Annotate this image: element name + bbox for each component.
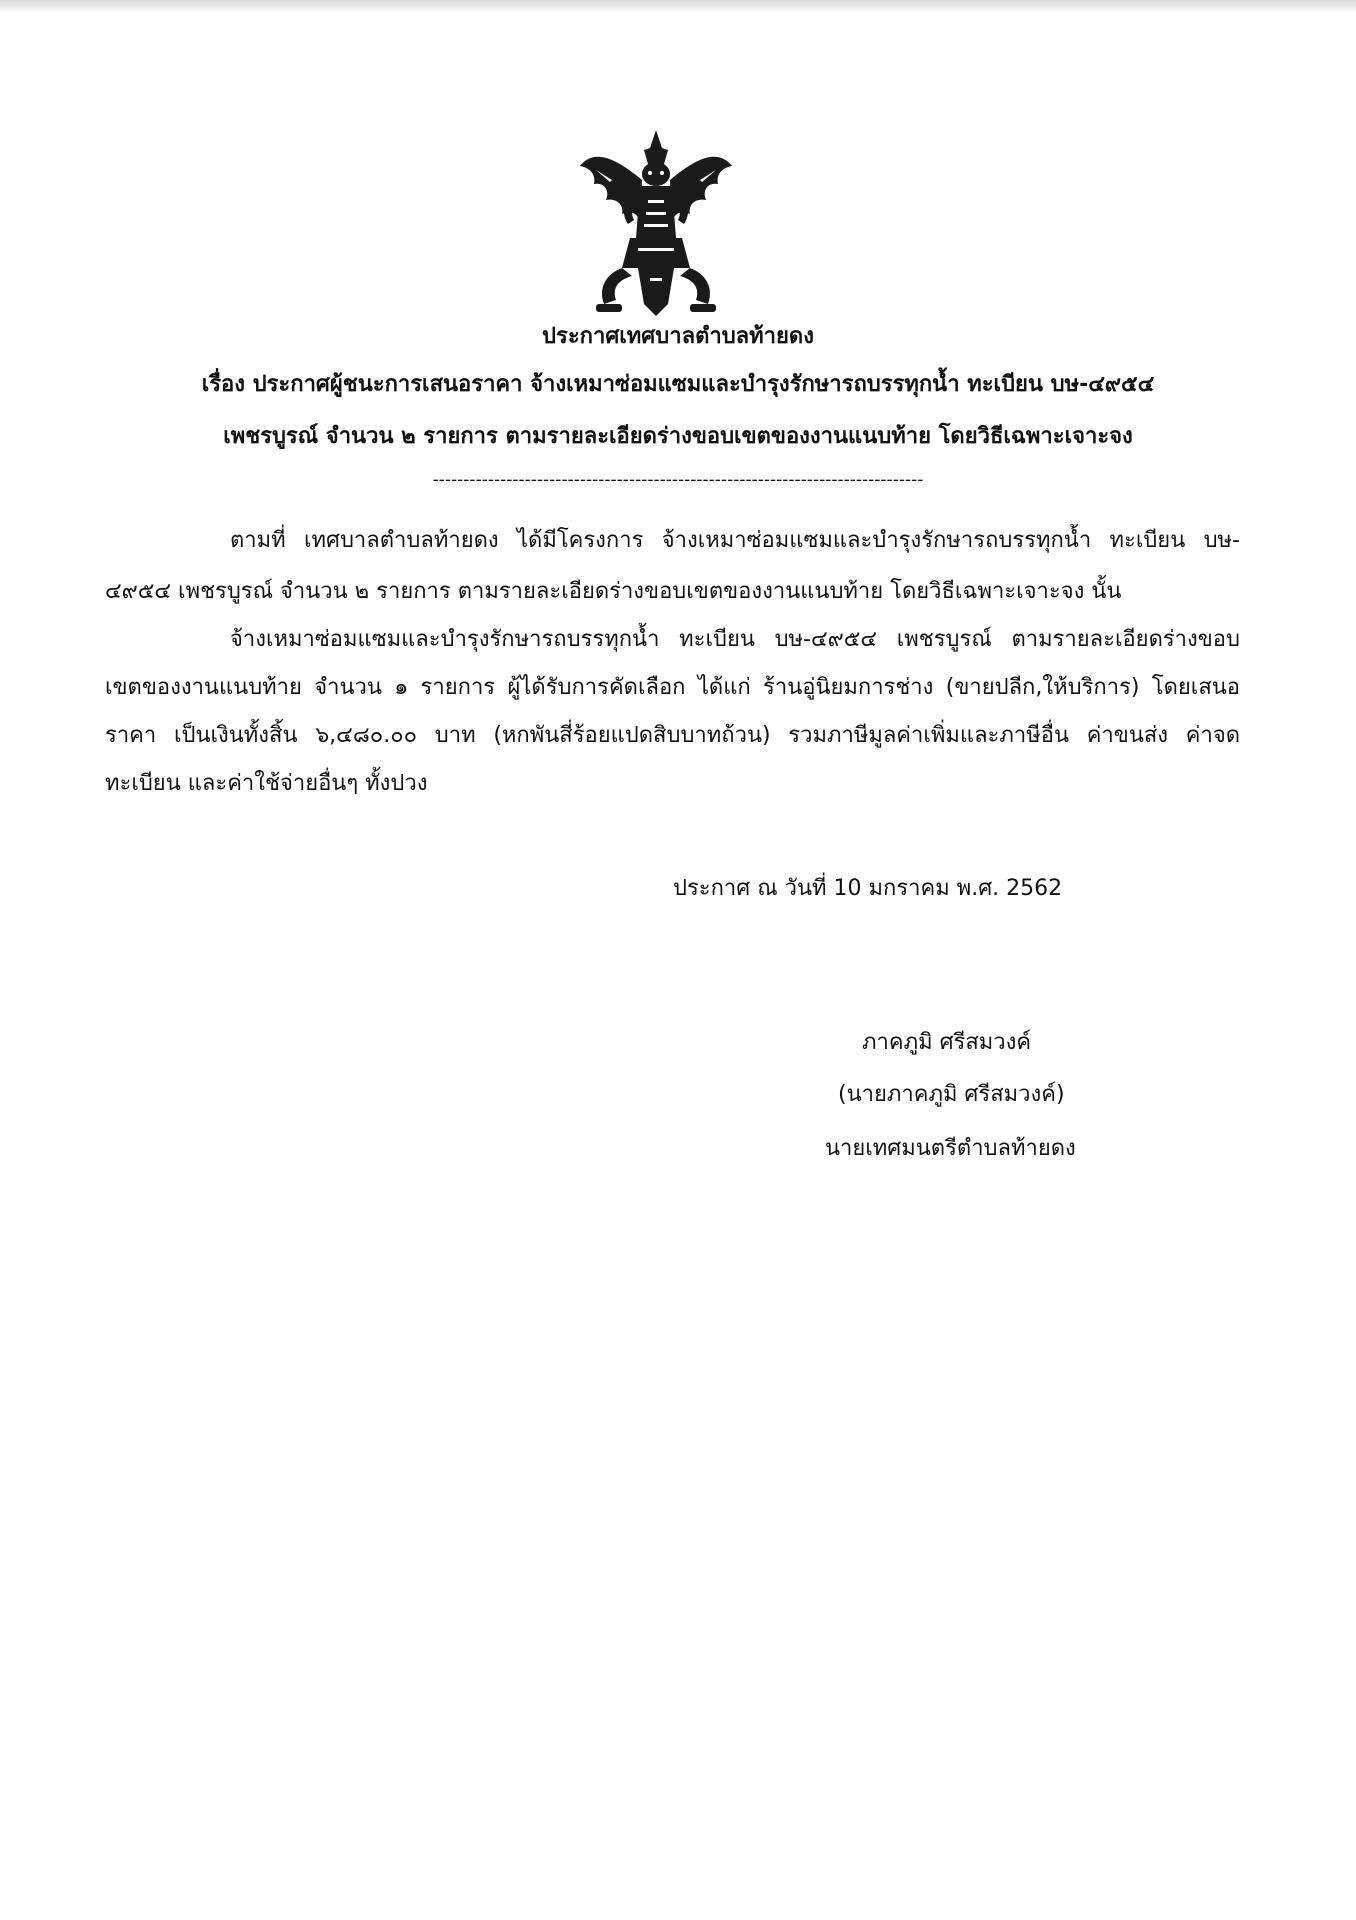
separator-line: -------------------------------------------------------------------------------- xyxy=(432,470,924,490)
garuda-emblem-icon xyxy=(576,128,736,318)
body-paragraph-line: ทะเบียน และค่าใช้จ่ายอื่นๆ ทั้งปวง xyxy=(105,771,428,796)
scan-edge xyxy=(0,0,1356,14)
body-paragraph-line: ตามที่ เทศบาลตำบลท้ายดง ได้มีโครงการ จ้างเหมาซ่อมแซมและบำรุงรักษารถบรรทุกน้ำ ทะเบียน บษ- xyxy=(230,528,1240,553)
subject-line-2: เพชรบูรณ์ จำนวน ๒ รายการ ตามรายละเอียดร่างขอบเขตของงานแนบท้าย โดยวิธีเฉพาะเจาะจง xyxy=(223,424,1133,449)
body-paragraph-line: จ้างเหมาซ่อมแซมและบำรุงรักษารถบรรทุกน้ำ ทะเบียน บษ-๔๙๕๔ เพชรบูรณ์ ตามรายละเอียดร่างขอบ xyxy=(230,627,1240,652)
printed-name: (นายภาคภูมิ ศรีสมวงค์) xyxy=(838,1082,1065,1107)
body-paragraph-line: ราคา เป็นเงินทั้งสิ้น ๖,๔๘๐.๐๐ บาท (หกพันสี่ร้อยแปดสิบบาทถ้วน) รวมภาษีมูลค่าเพิ่มและภาษีอื่น ค่าขนส่ง ค่าจด xyxy=(105,723,1240,748)
signer-position: นายเทศมนตรีตำบลท้ายดง xyxy=(825,1136,1076,1161)
signed-name: ภาคภูมิ ศรีสมวงค์ xyxy=(862,1030,1032,1055)
body-paragraph-line: ๔๙๕๔ เพชรบูรณ์ จำนวน ๒ รายการ ตามรายละเอียดร่างขอบเขตของงานแนบท้าย โดยวิธีเฉพาะเจาะจง นั้น xyxy=(105,579,1122,604)
announcement-date: ประกาศ ณ วันที่ 10 มกราคม พ.ศ. 2562 xyxy=(673,876,1063,901)
document-title: ประกาศเทศบาลตำบลท้ายดง xyxy=(542,324,814,349)
body-paragraph-line: เขตของงานแนบท้าย จำนวน ๑ รายการ ผู้ได้รับการคัดเลือก ได้แก่ ร้านอู่นิยมการช่าง (ขายปลีก,ให้บริการ) โดยเสนอ xyxy=(105,675,1240,700)
subject-line-1: เรื่อง ประกาศผู้ชนะการเสนอราคา จ้างเหมาซ่อมแซมและบำรุงรักษารถบรรทุกน้ำ ทะเบียน บษ-๔๙๕๔ xyxy=(201,372,1155,397)
